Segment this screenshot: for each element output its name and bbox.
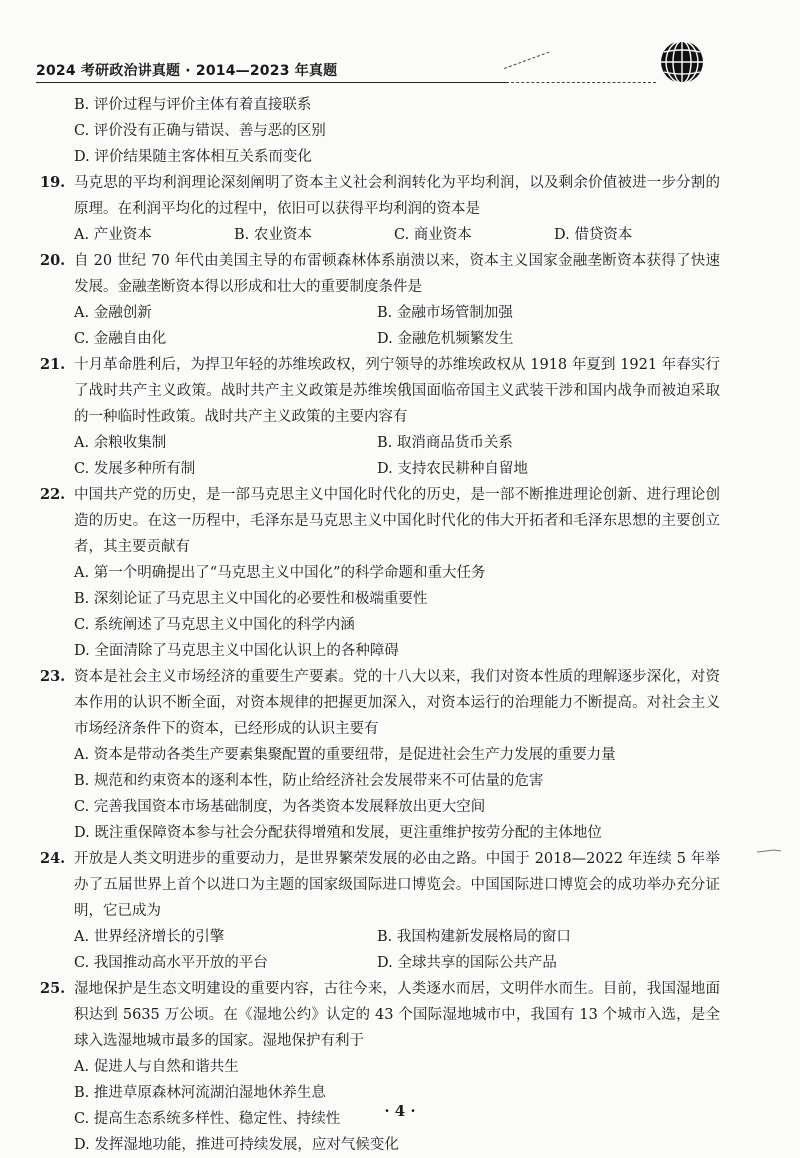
question-text: 中国共产党的历史，是一部马克思主义中国化时代化的历史，是一部不断推进理论创新、进行理论创造的历史。在这一历程中，毛泽东是马克思主义中国化时代化的伟大开拓者和毛泽东思想的主要创立者，其主要贡献有 bbox=[74, 487, 720, 555]
question-block bbox=[40, 976, 720, 1158]
page-header bbox=[36, 58, 688, 82]
question-number: 24. bbox=[40, 850, 66, 867]
option-item: C. 提高生态系统多样性、稳定性、持续性 bbox=[74, 1111, 341, 1127]
question-block bbox=[40, 248, 720, 352]
question-number: 20. bbox=[40, 252, 66, 269]
option-item: D. 既注重保障资本参与社会分配获得增殖和发展，更注重维护按劳分配的主体地位 bbox=[74, 825, 602, 841]
running-header-title: 2024 考研政治讲真题 · 2014—2023 年真题 bbox=[36, 63, 338, 79]
question-stem bbox=[40, 352, 720, 430]
option-item: B. 推进草原森林河流湖泊湿地休养生息 bbox=[74, 1085, 326, 1101]
option-item: A. 促进人与自然和谐共生 bbox=[74, 1059, 239, 1075]
header-rule-dashed bbox=[506, 82, 656, 83]
option-item: B. 农业资本 bbox=[234, 227, 312, 243]
option-row bbox=[40, 950, 720, 976]
question-stem bbox=[40, 664, 720, 742]
question-block bbox=[40, 170, 720, 248]
option-item: D. 金融危机频繁发生 bbox=[377, 331, 514, 347]
header-rule-slant bbox=[504, 52, 549, 69]
option-item: D. 全面清除了马克思主义中国化认识上的各种障碍 bbox=[74, 643, 399, 659]
option-row bbox=[40, 456, 720, 482]
option-item: C. 金融自由化 bbox=[74, 331, 167, 347]
scan-mark bbox=[756, 848, 782, 854]
question-list bbox=[40, 92, 720, 1158]
option-item: C. 完善我国资本市场基础制度，为各类资本发展释放出更大空间 bbox=[74, 799, 486, 815]
question-block bbox=[40, 846, 720, 976]
question-text: 十月革命胜利后，为捍卫年轻的苏维埃政权，列宁领导的苏维埃政权从 1918 年夏到 1921 年春实行了战时共产主义政策。战时共产主义政策是苏维埃俄国面临帝国主义武装干涉和国内战争而被迫采取的一种临时性政策。战时共产主义政策的主要内容有 bbox=[74, 357, 720, 425]
question-stem bbox=[40, 170, 720, 222]
option-row bbox=[40, 924, 720, 950]
option-item: B. 我国构建新发展格局的窗口 bbox=[377, 929, 571, 945]
question-block bbox=[40, 352, 720, 482]
option-item: D. 发挥湿地功能，推进可持续发展，应对气候变化 bbox=[74, 1137, 399, 1153]
option-item: D. 评价结果随主客体相互关系而变化 bbox=[74, 149, 312, 165]
option-row bbox=[40, 326, 720, 352]
option-item: C. 系统阐述了马克思主义中国化的科学内涵 bbox=[74, 617, 355, 633]
option-item: B. 评价过程与评价主体有着直接联系 bbox=[74, 97, 312, 113]
option-item: A. 金融创新 bbox=[74, 305, 152, 321]
question-text: 自 20 世纪 70 年代由美国主导的布雷顿森林体系崩溃以来，资本主义国家金融垄断资本获得了快速发展。金融垄断资本得以形成和壮大的重要制度条件是 bbox=[74, 253, 720, 295]
option-item: D. 支持农民耕种自留地 bbox=[377, 461, 528, 477]
question-number: 22. bbox=[40, 486, 66, 503]
option-item: B. 深刻论证了马克思主义中国化的必要性和极端重要性 bbox=[74, 591, 428, 607]
option-row bbox=[40, 222, 720, 248]
option-item: A. 余粮收集制 bbox=[74, 435, 167, 451]
option-item: C. 发展多种所有制 bbox=[74, 461, 196, 477]
option-item: B. 金融市场管制加强 bbox=[377, 305, 513, 321]
option-item: C. 我国推动高水平开放的平台 bbox=[74, 955, 268, 971]
option-row bbox=[40, 430, 720, 456]
option-item: B. 规范和约束资本的逐利本性，防止给经济社会发展带来不可估量的危害 bbox=[74, 773, 544, 789]
question-number: 19. bbox=[40, 174, 66, 191]
question-text: 开放是人类文明进步的重要动力，是世界繁荣发展的必由之路。中国于 2018—2022 年连续 5 年举办了五届世界上首个以进口为主题的国家级国际进口博览会。中国国际进口博览会的成功举办充分证明，它已成为 bbox=[74, 851, 720, 919]
option-item: A. 世界经济增长的引擎 bbox=[74, 929, 225, 945]
question-number: 21. bbox=[40, 356, 66, 373]
option-item: B. 取消商品货币关系 bbox=[377, 435, 513, 451]
question-text: 湿地保护是生态文明建设的重要内容，古往今来，人类逐水而居，文明伴水而生。目前，我国湿地面积达到 5635 万公顷。在《湿地公约》认定的 43 个国际湿地城市中，我国有 13 个城市入选，是全球入选湿地城市最多的国家。湿地保护有利于 bbox=[74, 981, 720, 1049]
question-text: 资本是社会主义市场经济的重要生产要素。党的十八大以来，我们对资本性质的理解逐步深化，对资本作用的认识不断全面，对资本规律的把握更加深入，对资本运行的治理能力不断提高。对社会主义市场经济条件下的资本，已经形成的认识主要有 bbox=[74, 669, 720, 737]
header-rule bbox=[36, 82, 506, 83]
question-stem bbox=[40, 976, 720, 1054]
option-item: C. 商业资本 bbox=[394, 227, 472, 243]
question-number: 25. bbox=[40, 980, 66, 997]
option-item: D. 借贷资本 bbox=[554, 227, 633, 243]
globe-logo-icon bbox=[658, 38, 706, 86]
question-stem bbox=[40, 482, 720, 560]
question-block bbox=[40, 482, 720, 664]
question-text: 马克思的平均利润理论深刻阐明了资本主义社会利润转化为平均利润，以及剩余价值被进一步分割的原理。在利润平均化的过程中，依旧可以获得平均利润的资本是 bbox=[74, 175, 720, 217]
page-number: · 4 · bbox=[384, 1102, 416, 1120]
question-stem bbox=[40, 846, 720, 924]
question-stem bbox=[40, 248, 720, 300]
question-number: 23. bbox=[40, 668, 66, 685]
option-item: A. 产业资本 bbox=[74, 227, 152, 243]
option-item: C. 评价没有正确与错误、善与恶的区别 bbox=[74, 123, 326, 139]
option-item: D. 全球共享的国际公共产品 bbox=[377, 955, 557, 971]
option-item: A. 资本是带动各类生产要素集聚配置的重要纽带，是促进社会生产力发展的重要力量 bbox=[74, 747, 616, 763]
question-block bbox=[40, 664, 720, 846]
option-row bbox=[40, 300, 720, 326]
option-item: A. 第一个明确提出了“马克思主义中国化”的科学命题和重大任务 bbox=[74, 565, 486, 581]
